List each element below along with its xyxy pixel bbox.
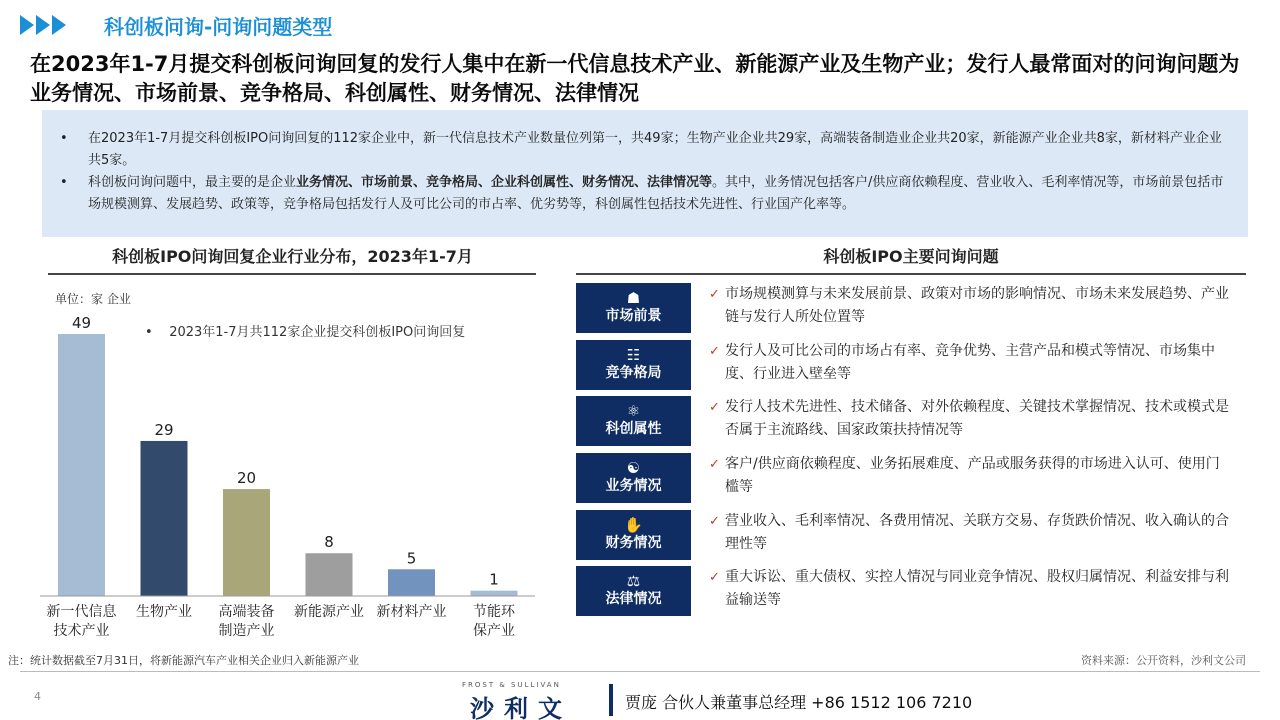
footnote: 注：统计数据截至7月31日，将新能源汽车产业相关企业归入新能源产业 xyxy=(8,654,359,667)
chevron-arrows-icon xyxy=(20,15,100,35)
category-label: 新材料产业 xyxy=(376,604,447,620)
footer-rule xyxy=(20,671,1260,672)
questions-title-rule xyxy=(576,273,1246,275)
category-label: 高端装备制造产业 xyxy=(218,604,275,639)
contact-info: 贾庞 合伙人兼董事总经理 +86 1512 106 7210 xyxy=(625,693,973,712)
chart-note: • 2023年1-7月共112家企业提交科创板IPO问询回复 xyxy=(145,325,466,340)
telescope-icon: ☗ xyxy=(626,289,641,307)
chart-title: 科创板IPO问询回复企业行业分布，2023年1-7月 xyxy=(112,247,473,266)
question-category-label: 业务情况 xyxy=(605,478,662,494)
bar xyxy=(223,489,270,596)
question-row xyxy=(576,396,1246,446)
chart-unit-label: 单位：家 企业 xyxy=(55,292,131,306)
bar xyxy=(58,334,105,596)
question-category-label: 法律情况 xyxy=(605,591,662,607)
summary-bullet: • 科创板问询问题中，最主要的是企业业务情况、市场前景、竞争格局、企业科创属性、财务情况、法律情况等。其中，业务情况包括客户/供应商依赖程度、营业收入、毛利率情况等，市场前景包括市场规模测算、发展趋势、政策等，竞争格局包括发行人及可比公司的市占率、优劣势等，科创属性包括技术先进性、行业国产化率等。 xyxy=(60,172,1234,216)
question-row xyxy=(576,340,1246,390)
bar xyxy=(471,591,518,596)
data-label: 29 xyxy=(154,420,174,439)
question-category-box xyxy=(576,283,691,333)
summary-bullet-text: 科创板问询问题中，最主要的是企业业务情况、市场前景、竞争格局、企业科创属性、财务情况、法律情况等。其中，业务情况包括客户/供应商依赖程度、营业收入、毛利率情况等，市场前景包括市场规模测算、发展趋势、政策等，竞争格局包括发行人及可比公司的市占率、优劣势等，科创属性包括技术先进性、行业国产化率等。 xyxy=(88,175,1224,212)
checkmark-icon: ✓ xyxy=(709,457,720,472)
data-label: 1 xyxy=(489,570,499,589)
question-row xyxy=(576,510,1246,560)
question-description: ✓ 发行人及可比公司的市场占有率、竞争优势、主营产品和模式等情况、市场集中度、行业进入壁垒等 xyxy=(709,340,1229,390)
data-label: 8 xyxy=(324,533,334,552)
category-label: 新能源产业 xyxy=(294,604,364,620)
handshake-icon: ☯ xyxy=(626,459,641,477)
section-header xyxy=(20,8,332,42)
bar xyxy=(388,569,435,596)
category-label: 生物产业 xyxy=(136,604,192,620)
data-label: 20 xyxy=(236,469,257,488)
checkmark-icon: ✓ xyxy=(709,344,720,359)
checkmark-icon: ✓ xyxy=(709,570,720,585)
chart-title-rule xyxy=(48,273,536,275)
question-category-box xyxy=(576,340,691,390)
logo-subtitle: FROST & SULLIVAN xyxy=(462,681,561,689)
question-category-label: 财务情况 xyxy=(605,535,662,551)
category-label: 节能环保产业 xyxy=(473,604,515,639)
questions-title: 科创板IPO主要问询问题 xyxy=(823,247,999,266)
question-description: ✓ 客户/供应商依赖程度、业务拓展难度、产品或服务获得的市场进入认可、使用门槛等 xyxy=(709,453,1229,503)
summary-bullet-text: 在2023年1-7月提交科创板IPO问询回复的112家企业中，新一代信息技术产业数量位列第一，共49家；生物产业企业共29家，高端装备制造业企业共20家，新能源产业企业共8家，新材料产业企业共5家。 xyxy=(88,131,1222,168)
page-headline: 在2023年1-7月提交科创板问询回复的发行人集中在新一代信息技术产业、新能源产业及生物产业；发行人最常面对的问询问题为业务情况、市场前景、竞争格局、科创属性、财务情况、法律情况 xyxy=(30,52,1240,105)
page-number: 4 xyxy=(34,690,41,703)
question-category-label: 科创属性 xyxy=(605,421,662,437)
question-category-label: 市场前景 xyxy=(605,308,662,324)
question-description: ✓ 重大诉讼、重大债权、实控人情况与同业竞争情况、股权归属情况、利益安排与利益输送等 xyxy=(709,566,1229,616)
question-row xyxy=(576,453,1246,503)
checkmark-icon: ✓ xyxy=(709,287,720,302)
question-category-box xyxy=(576,566,691,616)
section-title: 科创板问询-问询问题类型 xyxy=(104,14,333,39)
question-row xyxy=(576,283,1246,333)
question-row xyxy=(576,566,1246,616)
logo-divider xyxy=(609,684,613,716)
question-category-box xyxy=(576,510,691,560)
summary-bullet: • 在2023年1-7月提交科创板IPO问询回复的112家企业中，新一代信息技术产业数量位列第一，共49家；生物产业企业共29家，高端装备制造业企业共20家，新能源产业企业共8家，新材料产业企业共5家。 xyxy=(60,128,1234,172)
question-category-label: 竞争格局 xyxy=(605,365,662,381)
question-category-box xyxy=(576,396,691,446)
question-description: ✓ 发行人技术先进性、技术储备、对外依赖程度、关键技术掌握情况、技术或模式是否属于主流路线、国家政策扶持情况等 xyxy=(709,396,1229,446)
checkmark-icon: ✓ xyxy=(709,400,720,415)
category-label: 新一代信息技术产业 xyxy=(46,604,117,639)
data-label: 49 xyxy=(71,314,92,332)
question-description: ✓ 营业收入、毛利率情况、各费用情况、关联方交易、存货跌价情况、收入确认的合理性等 xyxy=(709,510,1229,560)
source-note: 资料来源：公开资料，沙利文公司 xyxy=(1081,654,1246,667)
bar xyxy=(306,553,353,596)
atom-icon: ⚛ xyxy=(626,402,641,420)
bar xyxy=(141,441,188,596)
checkmark-icon: ✓ xyxy=(709,514,720,529)
competitors-icon: ☷ xyxy=(626,346,641,364)
industry-bar-chart xyxy=(30,300,540,645)
summary-box xyxy=(42,110,1248,237)
question-category-box xyxy=(576,453,691,503)
data-label: 5 xyxy=(406,549,417,568)
law-scale-icon: ⚖ xyxy=(626,572,641,590)
money-hand-icon: ✋ xyxy=(624,516,643,534)
company-logo: 沙利文 xyxy=(470,695,572,720)
question-description: ✓ 市场规模测算与未来发展前景、政策对市场的影响情况、市场未来发展趋势、产业链与发行人所处位置等 xyxy=(709,283,1229,333)
